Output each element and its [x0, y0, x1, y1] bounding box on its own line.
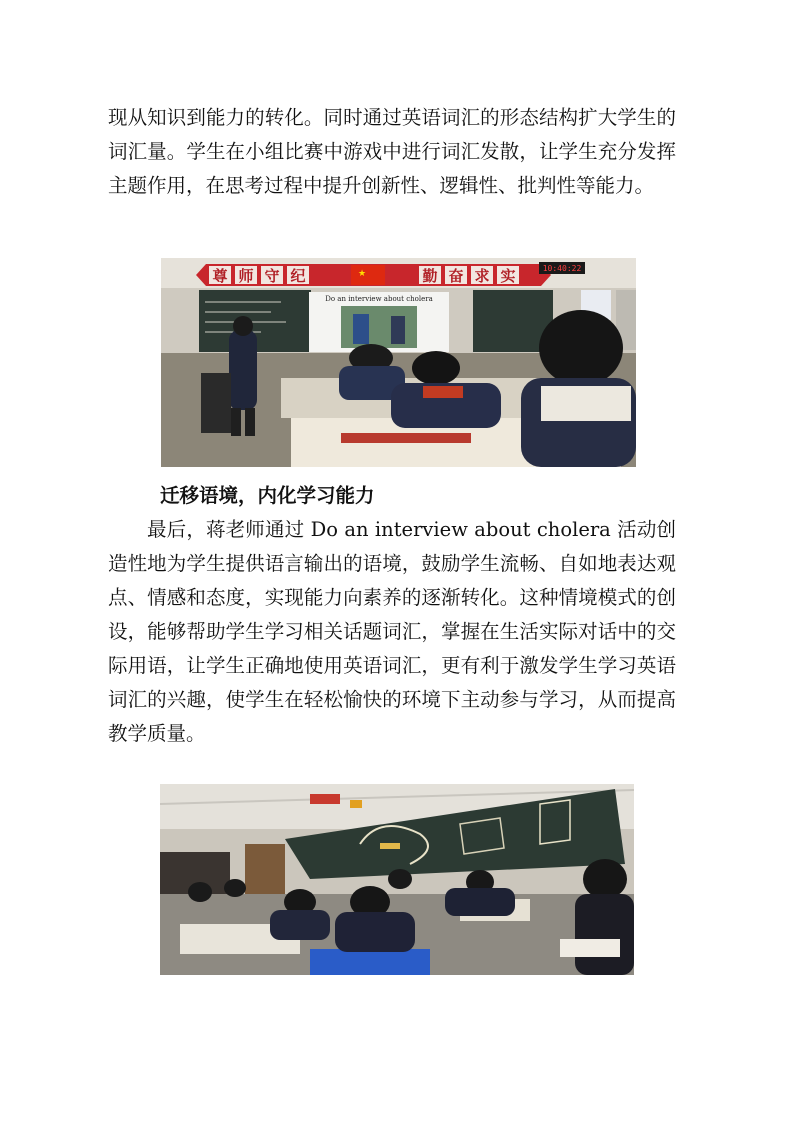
classroom-photo-2 [160, 784, 634, 975]
body-paragraph-2: 最后，蒋老师通过 Do an interview about cholera 活动创造性地为学生提供语言输出的语境，鼓励学生流畅、自如地表达观点、情感和态度，实现能力向素养的逐渐转化。这种情境模式的创设，能够帮助学生学习相关话题词汇，掌握在生活实际对话中的交际用语，让学生正确地使用英语词汇，更有利于激发学生学习英语词汇的兴趣，使学生在轻松愉快的环境下主动参与学习，从而提高教学质量。 [108, 518, 676, 745]
banner-right-char: 求 [474, 267, 490, 285]
banner-left-char: 师 [238, 267, 254, 285]
banner-right-char: 奋 [448, 267, 464, 285]
body-paragraph-1: 现从知识到能力的转化。同时通过英语词汇的形态结构扩大学生的词汇量。学生在小组比赛中游戏中进行词汇发散，让学生充分发挥主题作用，在思考过程中提升创新性、逻辑性、批判性等能力。 [108, 106, 676, 197]
banner-right-char: 实 [500, 267, 516, 285]
banner-left-char: 尊 [212, 267, 228, 285]
slide-title: Do an interview about cholera [325, 295, 433, 303]
banner-left-char: 守 [264, 267, 280, 285]
banner-right-char: 勤 [422, 267, 438, 285]
clock-display: 10:40:22 [542, 264, 582, 273]
svg-text:★: ★ [358, 269, 367, 279]
banner-left-char: 纪 [290, 267, 306, 285]
classroom-photo-1 [161, 258, 636, 467]
section-heading: 迁移语境，内化学习能力 [160, 484, 375, 507]
